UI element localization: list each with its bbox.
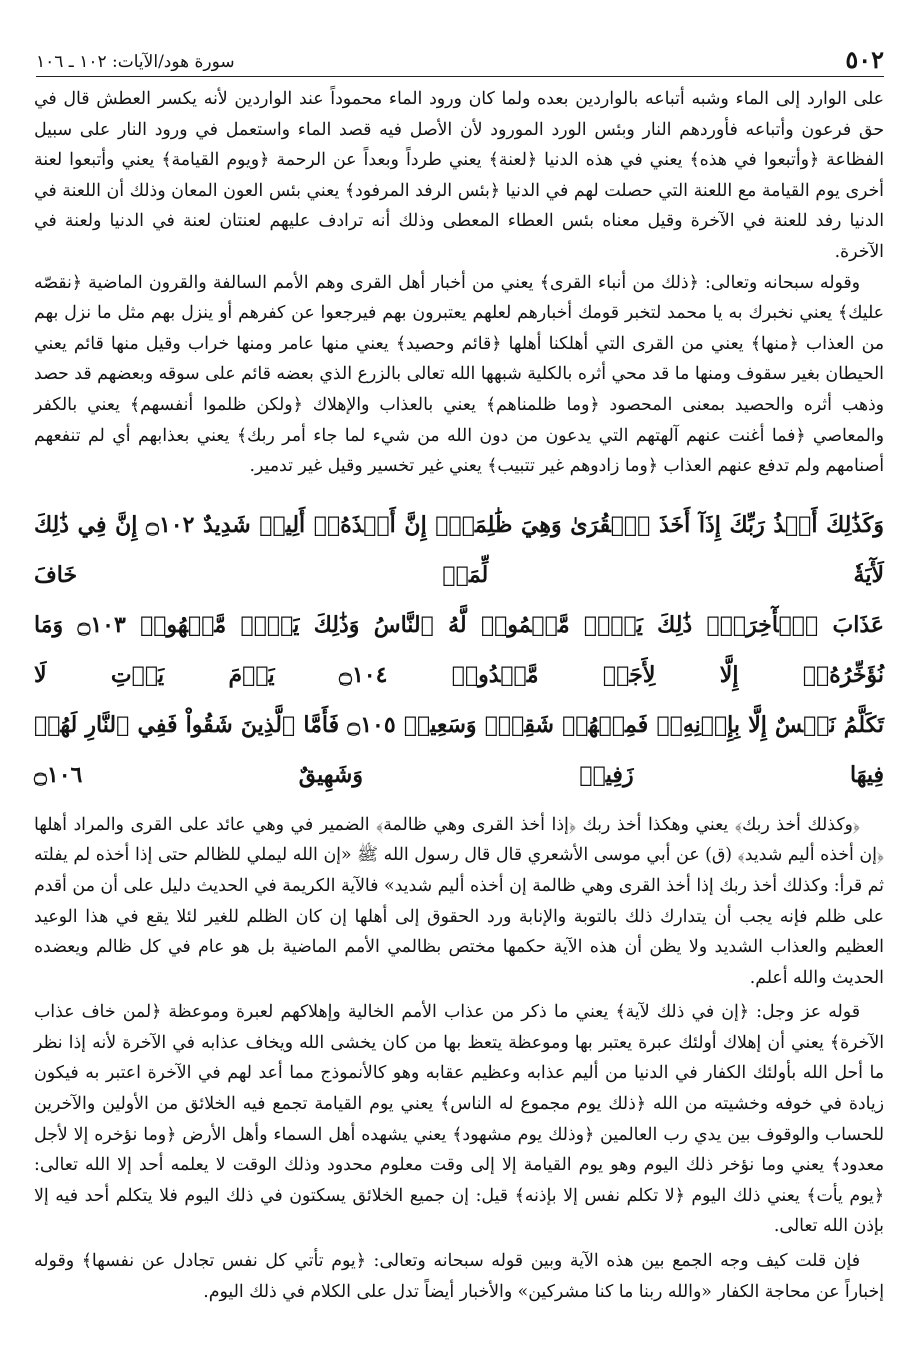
- quran-verses-block: [34, 500, 884, 800]
- quran-verse-line: عَذَابَ ٱلۡأٓخِرَةِۚ ذَٰلِكَ يَوۡمٞ مَّجۡمُوعٞ لَّهُ ٱلنَّاسُ وَذَٰلِكَ يَوۡمٞ مَّشۡهُودٞ ۝١٠٣ وَمَا نُؤَخِّرُهُۥٓ إِلَّا لِأَجَلٖ مَّعۡدُودٖ ۝١٠٤ يَوۡمَ يَأۡتِ لَا: [34, 611, 884, 688]
- paragraph: قوله عز وجل: ﴿إن في ذلك لآية﴾ يعني ما ذكر من عذاب الأمم الخالية وإهلاكهم لعبرة وموعظة ﴿لمن خاف عذاب الآخرة﴾ يعني أن إهلاك أولئك عبرة يعتبر بها وموعظة يتعظ بها من كان يخشى الله ويخاف عذابه في الآخرة لأنه إذا نظر ما أحل الله بأولئك الكفار في الدنيا من أليم عذابه وعظيم عقابه وهو كالأنموذج مما أعد لهم في الآخرة اعتبر به فيكون زيادة في خوفه وخشيته من الله ﴿ذلك يوم مجموع له الناس﴾ يعني يوم القيامة تجمع فيه الخلائق من الأولين والآخرين للحساب والوقوف بين يدي رب العالمين ﴿وذلك يوم مشهود﴾ يعني يشهده أهل السماء وأهل الأرض ﴿وما نؤخره إلا لأجل معدود﴾ يعني وما نؤخر ذلك اليوم وهو يوم القيامة إلا إلى وقت معلوم محدود وذلك الوقت لا يعلمه أحد إلا الله تعالى: ﴿يوم يأت﴾ يعني ذلك اليوم ﴿لا تكلم نفس إلا بإذنه﴾ قيل: إن جميع الخلائق يسكتون في ذلك اليوم فلا يتكلم أحد فيه إلا بإذن الله تعالى.: [34, 1002, 884, 1237]
- running-title: سورة هود/الآيات: ١٠٢ ـ ١٠٦: [36, 52, 235, 72]
- quran-verse-line: تَكَلَّمُ نَفۡسٌ إِلَّا بِإِذۡنِهِۦۚ فَمِنۡهُمۡ شَقِيّٞ وَسَعِيدٞ ۝١٠٥ فَأَمَّا ٱلَّذِينَ شَقُواْ فَفِي ٱلنَّارِ لَهُمۡ فِيهَا زَفِيرٞ وَشَهِيقٌ ۝١٠٦: [34, 711, 884, 788]
- paragraph: ﴿وكذلك أخذ ربك﴾ يعني وهكذا أخذ ربك ﴿إذا أخذ القرى وهي ظالمة﴾ الضمير في وهي عائد على القرى والمراد أهلها ﴿إن أخذه أليم شديد﴾ (ق) عن أبي موسى الأشعري قال قال رسول الله ﷺ «إن الله ليملي للظالم حتى إذا أخذه لم يفلته ثم قرأ: وكذلك أخذ ربك إذا أخذ القرى وهي ظالمة إن أخذه أليم شديد» فالآية الكريمة في الحديث دليل على أن من أقدم على ظلم فإنه يجب أن يتدارك ذلك بالتوبة والإنابة ورد الحقوق إلى أهلها إن كان الظلم للغير لئلا يقع في هذا الوعيد العظيم والعذاب الشديد ولا يظن أن هذه الآية حكمها مختص بظالمي الأمم الماضية بل هو عام في كل ظالم ويعضده الحديث والله أعلم.: [34, 814, 884, 988]
- paragraph: على الوارد إلى الماء وشبه أتباعه بالواردين بعده ولما كان ورود الماء محموداً عند الواردين لأنه يكسر العطش قال في حق فرعون وأتباعه فأوردهم النار وبئس الورد المورود لأن الأصل فيه قصد الماء واستعمل في ورود النار على سبيل الفظاعة ﴿وأتبعوا في هذه﴾ يعني في هذه الدنيا ﴿لعنة﴾ يعني طرداً وبعداً عن الرحمة ﴿ويوم القيامة﴾ يعني وأتبعوا لعنة أخرى يوم القيامة مع اللعنة التي حصلت لهم في الدنيا ﴿بئس الرفد المرفود﴾ يعني بئس العون المعان وذلك أن اللعنة في الدنيا رفد للعنة في الآخرة وقيل معناه بئس العطاء المعطى وذلك أنه ترادف عليهم لعنتان لعنة في الدنيا ولعنة في الآخرة.: [34, 89, 884, 262]
- page-header: [36, 40, 884, 77]
- paragraph: فإن قلت كيف وجه الجمع بين هذه الآية وبين قوله سبحانه وتعالى: ﴿يوم تأتي كل نفس تجادل عن نفسها﴾ وقوله إخباراً عن محاجة الكفار «والله ربنا ما كنا مشركين» والأخبار أيضاً تدل على الكلام في ذلك اليوم.: [34, 1251, 884, 1302]
- page-number: ٥٠٢: [845, 45, 884, 74]
- page-body: [34, 84, 884, 1307]
- quran-verse-line: وَكَذَٰلِكَ أَخۡذُ رَبِّكَ إِذَآ أَخَذَ ٱلۡقُرَىٰ وَهِيَ ظَٰلِمَةٌۚ إِنَّ أَخۡذَهُۥٓ أَلِيمٞ شَدِيدٌ ۝١٠٢ إِنَّ فِي ذَٰلِكَ لَأٓيَةٗ لِّمَنۡ خَافَ: [34, 511, 884, 588]
- paragraph: وقوله سبحانه وتعالى: ﴿ذلك من أنباء القرى﴾ يعني من أخبار أهل القرى وهم الأمم السالفة والقرون الماضية ﴿نقصّه عليك﴾ يعني نخبرك به يا محمد لتخبر قومك أخبارهم لعلهم يعتبرون بهم فيرجعوا عن كفرهم أو ينزل بهم مثل ما نزل بهم من العذاب ﴿منها﴾ يعني من القرى التي أهلكنا أهلها ﴿قائم وحصيد﴾ يعني منها عامر ومنها خراب وقيل منها قائم يعني الحيطان بغير سقوف ومنها ما قد محي أثره بالكلية شبهها الله تعالى بالزرع الذي بعضه قائم على سوقه وبعضهم قد حصد وذهب أثره والحصيد بمعنى المحصود ﴿وما ظلمناهم﴾ يعني بالعذاب والإهلاك ﴿ولكن ظلموا أنفسهم﴾ يعني بالكفر والمعاصي ﴿فما أغنت عنهم آلهتهم التي يدعون من دون الله من شيء لما جاء أمر ربك﴾ يعني بعذابهم أي لم تنفعهم أصنامهم ولم تدفع عنهم العذاب ﴿وما زادوهم غير تتبيب﴾ يعني غير تخسير وقيل غير تدمير.: [34, 272, 884, 477]
